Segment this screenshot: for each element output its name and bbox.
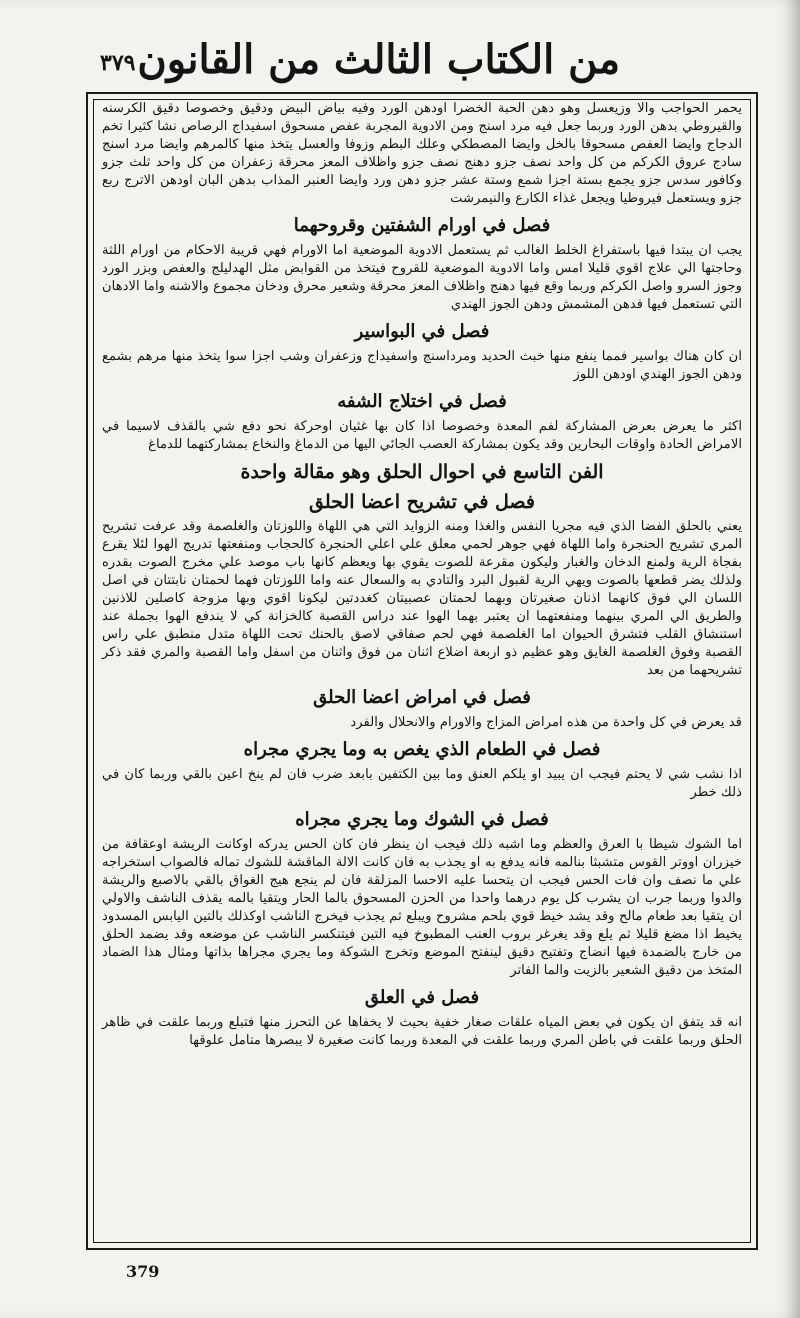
- section-heading: فصل في امراض اعضا الحلق: [313, 687, 531, 708]
- section-heading: فصل في اختلاج الشفه: [337, 391, 507, 412]
- page-number-arabic: ٣٧٩: [100, 50, 136, 76]
- paragraph: يعني بالحلق الفضا الذي فيه مجريا النفس والغذا ومنه الزوايد التي هي اللهاة واللوزتان والغلصمة وقد عرفت تشريح المري تشريح الحنجرة واما اللهاة فهي جوهر لحمي معلق علي اعلي الحنجرة كالحجاب ومنفعتها تدريج الهوا لئلا يقرع بفجاة الرية ولمنع الدخان والغبار وليكون مقرعة للصوت يقوي بها ويعظم كانها باب موصد علي مخرج الصوت بقدره ولذلك يضر قطعها بالصوت ويهي الرية لقبول البرد والتادي به والسعال عنه واما اللوزتان فهما لحمتان نابتتان في اصل اللسان الي فوق كانهما اذنان صغيرتان وبهما لحمتان عصبيتان كغددتين ليكونا اقوي وبها مزوجة كاصلين للاذنين والطريق الي المري بينهما ومنفعتهما ان يعتبر بهما الهوا عند دراس القصبة كالخزانة كي لا يندفع الهوا بجملة عند استنشاق القلب فتشرق الحيوان اما الغلصمة فهي لحم صفاقي لاصق بالحنك تحت اللهاة متدل منطبق علي راس القصبة وفوق الغلصمة الغايق وهو عظيم ذو اربعة اضلاع اثنان من فوق واثنان من اسفل واما القصبة والمري فقد ذكر تشريحهما من بعد: [102, 519, 742, 678]
- text-column: [96, 100, 748, 1242]
- paragraph: اذا نشب شي لا يحتم فيجب ان يبيد او يلكم العنق وما بين الكتفين بابعد ضرب فان لم ينخ اعين بالقي وربما كان في ذلك خطر: [102, 767, 742, 800]
- section-heading: فصل في اورام الشفتين وقروحهما: [293, 215, 551, 236]
- paragraph: اما الشوك شيطا با العرق والعظم وما اشبه ذلك فيجب ان ينظر فان كان الحس يدركه اوكانت الريشة اوعقافة من خيزران اووتر القوس متشبثا بنالمه فانه يدفع به او يجذب به فان كانت الالة الماقشة للشوك تماله فالصواب استخراجه علي ما نصف وان فات الحس فيجب ان يتحسا عليه الاحسا المزلقة فان لم ينجع هيج الغواق بالقي بالاصبع والريشة والدوا وربما جرب ان يشرب كل يوم درهما واحدا من الحزن المسحوق بالما الحار ويتقيا بالمه يقذف الناشف والاولي ان يتقيا بعد طعام مالح وقد يشد خيط قوي بلحم مشروح ويبلع ثم يجذب فيخرج الناشب اوكذلك بالتين اليابس المسدود يخيط اذا مضغ قليلا ثم يلع وقد يغرغر بروب العنب المطبوخ فيه التين فيتنكسر الناشب عن موضعه وقد يضمد الحلق من خارج بالضمدة فيها انضاج وتفتيح دقيق لينفتح الموضع وتخرج الشوكة وما يجري مجراها بذاتها ومثال هذا الضماد المتخذ من دقيق الشعير بالزيت والما الفاتر: [102, 837, 742, 978]
- paragraph: انه قد يتفق ان يكون في بعض المياه علقات صغار خفية بحيث لا يخفاها عن التحرز منها فتبلع وربما علقت في ظاهر الحلق وربما علقت في باطن المري وربما علقت في المعدة وربما كانت صغيرة لا يبصرها متامل علوقها: [102, 1015, 742, 1048]
- section-heading: فصل في الطعام الذي يغص به وما يجري مجراه: [243, 739, 601, 760]
- paragraph: ان كان هناك بواسير فمما ينفع منها خبث الحديد ومرداسنج واسفيداج وزعفران وشب اجزا سوا يتخذ منها مرهم بشمع ودهن الجوز الهندي اودهن اللوز: [102, 349, 742, 382]
- page-number: 379: [126, 1262, 160, 1281]
- paragraph: يحمر الحواجب والا وزيعسل وهو دهن الحبة الخضرا اودهن الورد وفيه بياض البيض ودقيق وخصوصا دقيق الكرسنه والقيروطي بدهن الورد وربما جعل فيه مرد اسنج ومن الادوية المجربة عفص مسحوق اسفيداج الرصاص نشا كثيرا تخم الدجاج وايضا العفص مسحوقا بالخل وايضا المصطكي وعلك البطم وزوفا والعسل يتخذ منها كالمرهم وايضا مرد اسنج سادج عروق الكركم من كل واحد نصف جزو دهنج نصف جزو واظلاف المعز محرقة زعفران من كل واحد ثلث جزو وكافور سدس جزو يجمع بستة اجزا شمع وستة عشر جزو دهن ورد وايضا العنبر المذاب بدهن البان اودهن الاترج ربع جزو ويستعمل فيروطيا ويجعل غذاء الكارع والنيمرشت: [102, 101, 742, 206]
- section-heading: فصل في تشريح اعضا الحلق: [309, 491, 535, 513]
- section-heading: فصل في الشوك وما يجري مجراه: [295, 809, 549, 830]
- paragraph: يجب ان يبتدا فيها باستفراغ الخلط الغالب ثم يستعمل الادوية الموضعية اما الاورام فهي قريبة الاحكام من اورام اللثة وحاجتها الي علاج اقوي قليلا امس واما الادوية الموضعية للقروح فيتخذ من القوابض مثل الهدليلج والعفص وبزر الورد وجوز السرو واصل الكركم وربما وقع فيها دهنج واظلاف المعز محرقة وشعير محرق ودخان مجموع والاشنه واما الادهان التي تستعمل فيها فدهن المشمش ودهن الجوز الهندي: [102, 243, 742, 312]
- running-title: من الكتاب الثالث من القانون: [137, 36, 620, 83]
- section-heading: فصل في العلق: [364, 987, 480, 1008]
- paragraph: قد يعرض في كل واحدة من هذه امراض المزاج والاورام والانحلال والفرد: [350, 715, 742, 730]
- section-heading: فصل في البواسير: [354, 321, 490, 342]
- paragraph: اكثر ما يعرض بعرض المشاركة لفم المعدة وخصوصا اذا كان بها غثيان اوحركة نحو دفع شي بالقذف لاسيما في الامراض الحادة واوقات البحارين وقد يكون بمشاركة العصب الجائي اليها من الدماغ والنخاع بمشاركتهما للدماغ: [102, 419, 742, 452]
- page-header: [90, 28, 770, 90]
- section-heading: الفن التاسع في احوال الحلق وهو مقالة واحدة: [240, 461, 604, 483]
